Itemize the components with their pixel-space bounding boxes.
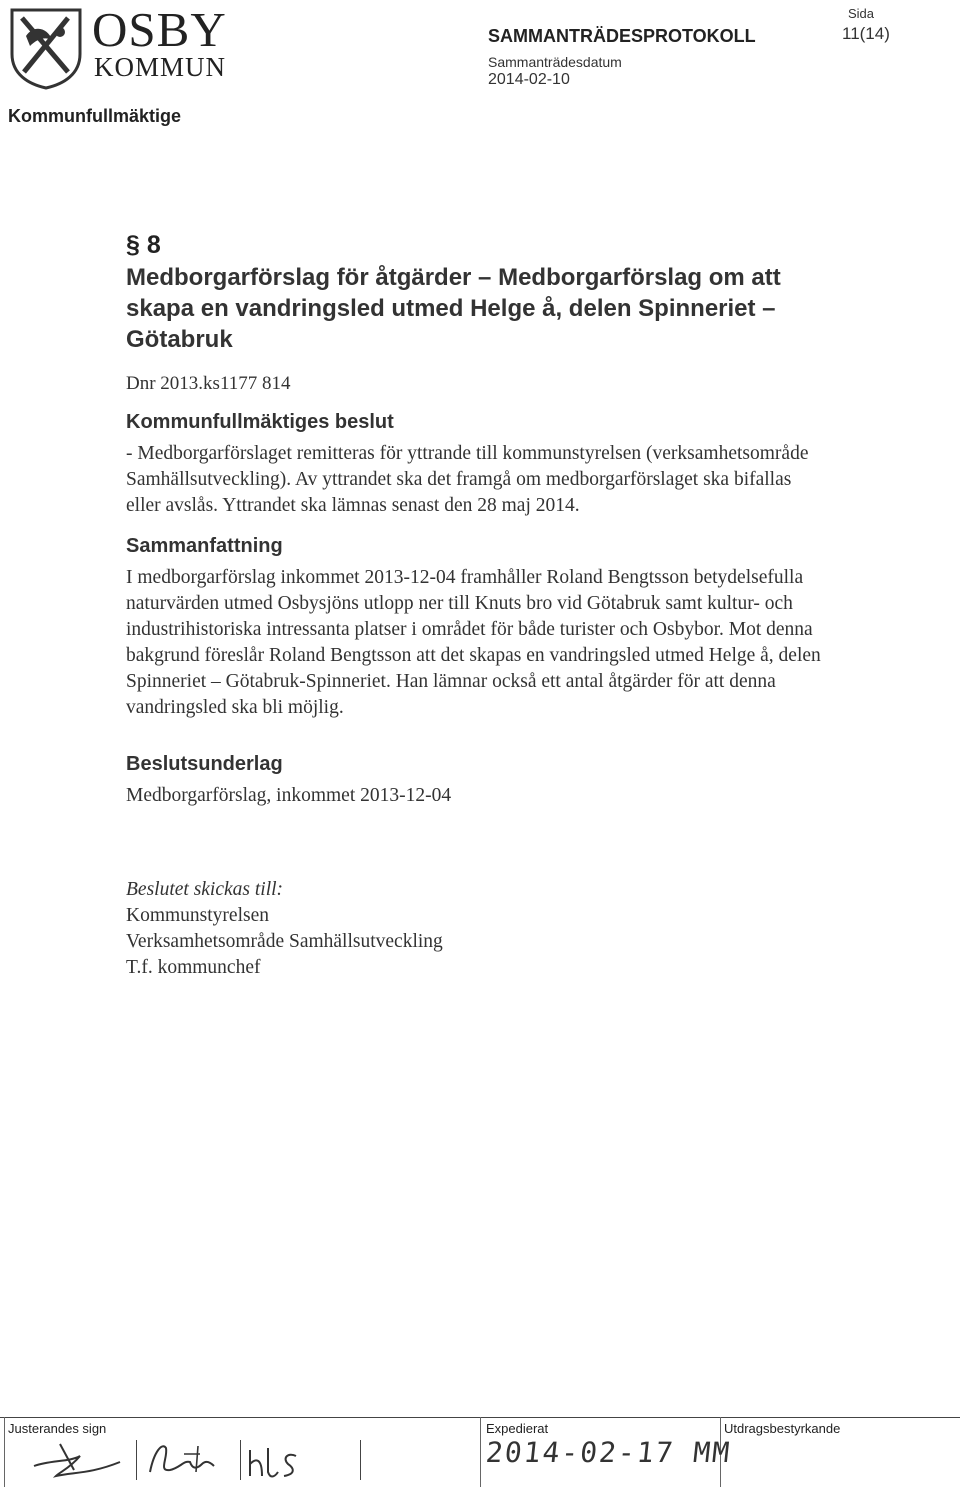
basis-heading: Beslutsunderlag: [126, 753, 283, 775]
signature-1-icon: [30, 1432, 130, 1488]
footer-separator: [4, 1417, 5, 1487]
signature-divider: [136, 1440, 137, 1480]
summary-heading: Sammanfattning: [126, 535, 283, 557]
logo-subtitle: KOMMUN: [94, 52, 227, 82]
organization-body: Kommunfullmäktige: [8, 106, 182, 126]
signature-3-icon: [244, 1432, 304, 1488]
signature-divider: [240, 1440, 241, 1480]
protocol-section: [126, 228, 826, 981]
document-type: SAMMANTRÄDESPROTOKOLL: [488, 26, 756, 46]
justerandes-sign-label: Justerandes sign: [8, 1421, 107, 1436]
summary-text: I medborgarförslag inkommet 2013-12-04 framhåller Roland Bengtsson betydelsefulla naturvärden utmed Osbysjöns utlopp ner till Knuts bro vid Götabruk samt kultur- och industrihistoriska intressanta platser i området för både turister och Osbybor. Mot denna bakgrund föreslår Roland Bengtsson att det skapas en vandringsled utmed Helge å, delen Spinneriet – Götabruk-Spinneriet. Han lämnar också ett antal åtgärder för att denna vandringsled ska bli möjlig.: [126, 567, 821, 718]
meeting-date-label: Sammanträdesdatum: [488, 54, 622, 70]
recipient-item: T.f. kommunchef: [126, 957, 261, 978]
page-number: 11(14): [842, 24, 890, 43]
osby-coat-of-arms-icon: [8, 6, 84, 90]
diary-number: Dnr 2013.ks1177 814: [126, 373, 291, 394]
distribution-label: Beslutet skickas till:: [126, 879, 284, 900]
utdragsbestyrkande-label: Utdragsbestyrkande: [724, 1421, 841, 1436]
recipient-item: Kommunstyrelsen: [126, 905, 269, 926]
decision-heading: Kommunfullmäktiges beslut: [126, 411, 394, 433]
decision-text: - Medborgarförslaget remitteras för yttrande till kommunstyrelsen (verksamhetsområde Samhällsutveckling). Av yttrandet ska det framgå om medborgarförslaget ska bifallas eller avslås. Yttrandet ska lämnas senast den 28 maj 2014.: [126, 443, 809, 516]
footer-separator: [480, 1417, 481, 1487]
section-number: § 8: [126, 231, 161, 259]
page-label: Sida: [848, 6, 875, 21]
signature-2-icon: [140, 1432, 230, 1488]
logo-wordmark: OSBY: [92, 2, 227, 57]
recipient-item: Verksamhetsområde Samhällsutveckling: [126, 931, 443, 952]
expedierat-handwritten: 2014-02-17 MM: [484, 1436, 733, 1469]
section-title: Medborgarförslag för åtgärder – Medborgarförslag om att skapa en vandringsled utmed Helge å, delen Spinneriet – Götabruk: [126, 264, 781, 353]
basis-text: Medborgarförslag, inkommet 2013-12-04: [126, 785, 452, 806]
signature-divider: [360, 1440, 361, 1480]
meeting-date: 2014-02-10: [488, 71, 570, 88]
expedierat-label: Expedierat: [486, 1421, 549, 1436]
